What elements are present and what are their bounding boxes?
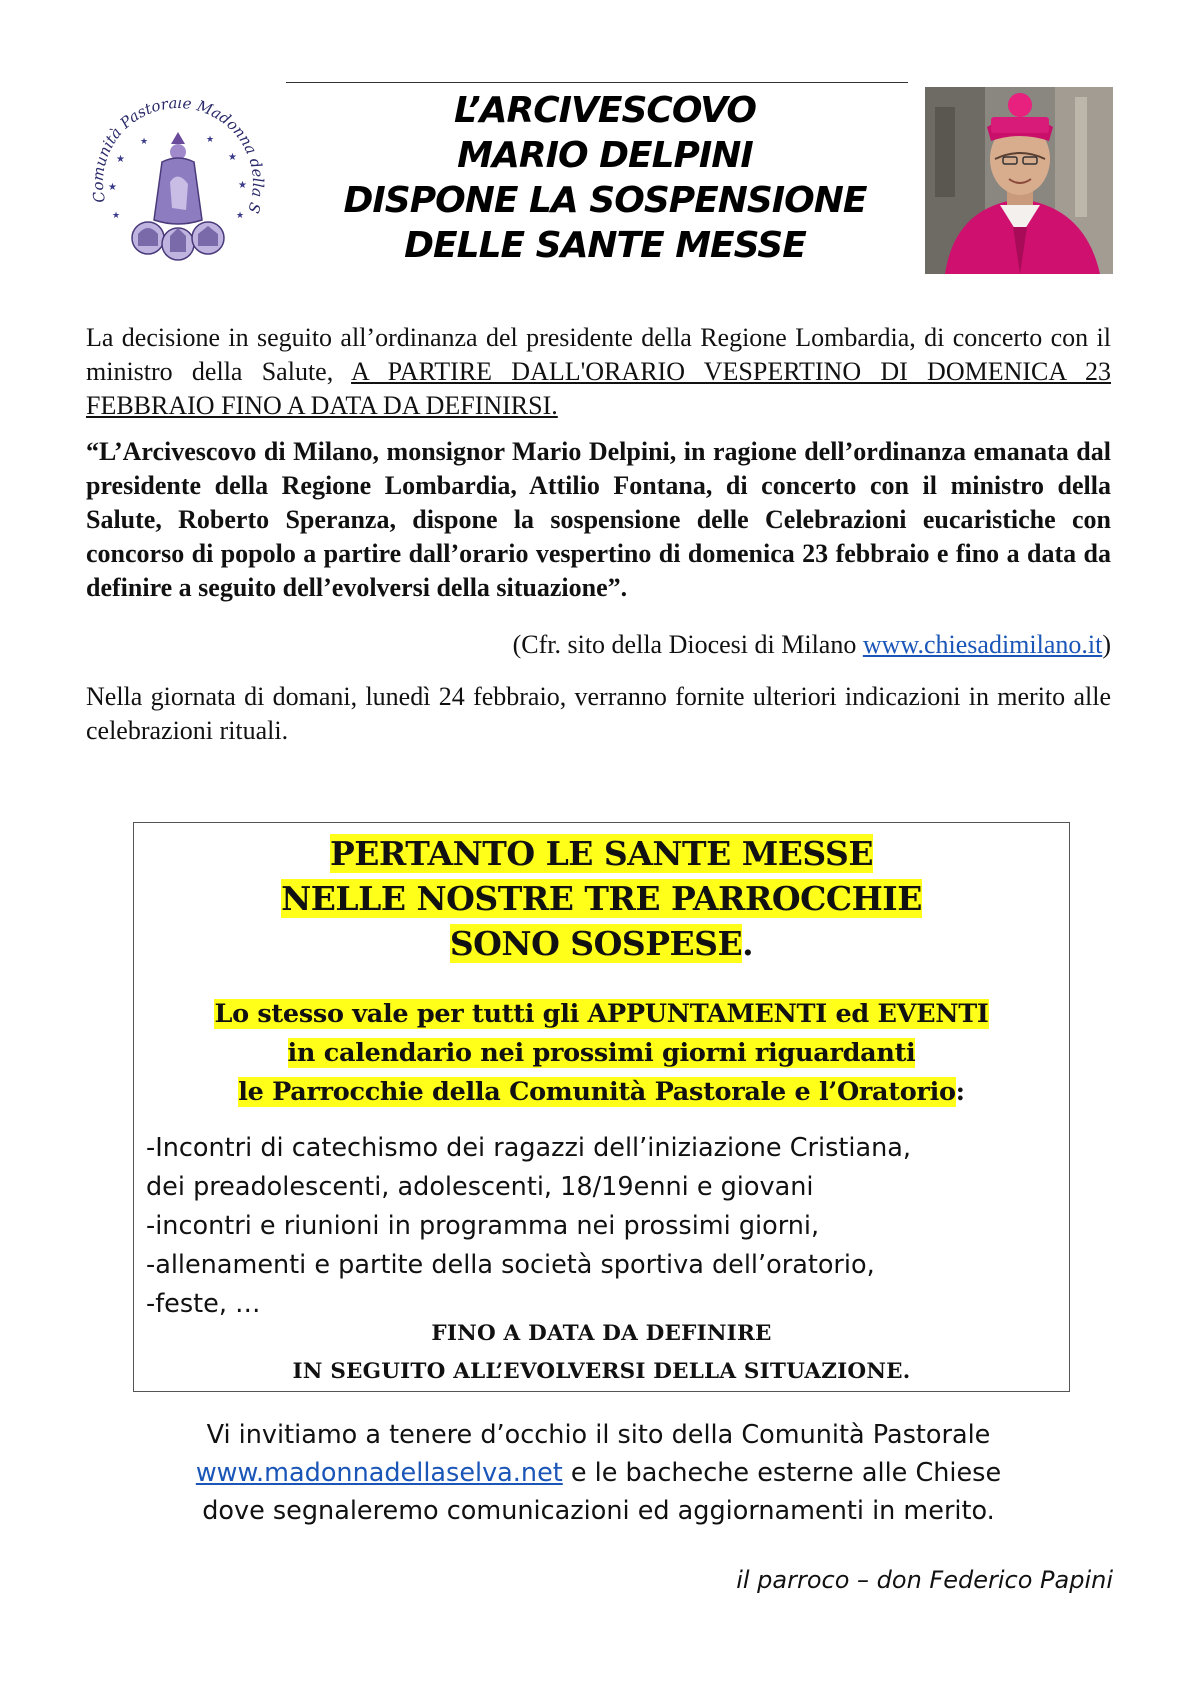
list-item: -Incontri di catechismo dei ragazzi dell’iniziazione Cristiana,	[146, 1133, 911, 1163]
headline-line: PERTANTO LE SANTE MESSE	[329, 834, 874, 873]
list-item: dei preadolescenti, adolescenti, 18/19enni e giovani	[146, 1172, 814, 1202]
title-line: MARIO DELPINI	[457, 135, 753, 176]
invite-line: dove segnaleremo comunicazioni ed aggiornamenti in merito.	[202, 1496, 995, 1526]
intro-underlined: A PARTIRE DALL'ORARIO VESPERTINO DI DOMENICA 23 FEBBRAIO FINO A DATA DA DEFINIRSI.	[86, 357, 1111, 420]
headline-end: .	[742, 924, 754, 963]
archbishop-quote: “L’Arcivescovo di Milano, monsignor Mario Delpini, in ragione dell’ordinanza emanata dal presidente della Regione Lombardia, Attilio Fontana, di concerto con il ministro della Salute, Roberto Speranza, dispone la sospensione delle Celebrazioni eucaristiche con concorso di popolo a partire dall’orario vespertino di domenica 23 febbraio e fino a data da definire a seguito dell’evolversi della situazione”.	[86, 437, 1111, 602]
tomorrow-paragraph: Nella giornata di domani, lunedì 24 febbraio, verranno fornite ulteriori indicazioni in merito alle celebrazioni rituali.	[86, 682, 1111, 745]
title-line: L’ARCIVESCOVO	[453, 90, 757, 131]
signature: il parroco – don Federico Papini	[736, 1566, 1113, 1594]
headline-line: NELLE NOSTRE TRE PARROCCHIE	[281, 879, 922, 918]
svg-text:★: ★	[236, 211, 245, 221]
page-title	[300, 88, 910, 268]
svg-text:★: ★	[116, 154, 125, 165]
subhead-line: in calendario nei prossimi giorni riguardanti	[287, 1038, 916, 1068]
invite-line: e le bacheche esterne alle Chiese	[562, 1458, 1002, 1488]
subhead-end: :	[955, 1077, 965, 1107]
invite-paragraph	[86, 1416, 1111, 1530]
subhead-line: le Parrocchie della Comunità Pastorale e l’Oratorio	[238, 1077, 956, 1107]
list-item: -allenamenti e partite della società sportiva dell’oratorio,	[146, 1250, 875, 1280]
diocese-link[interactable]: www.chiesadimilano.it	[862, 630, 1103, 659]
notice-box	[133, 822, 1070, 1392]
suspended-list	[146, 1129, 1066, 1324]
title-line: DELLE SANTE MESSE	[404, 225, 806, 266]
parish-site-link[interactable]: www.madonnadellaselva.net	[195, 1458, 563, 1488]
archbishop-photo	[925, 87, 1113, 274]
invite-line: Vi invitiamo a tenere d’occhio il sito della Comunità Pastorale	[206, 1420, 991, 1450]
title-line: DISPONE LA SOSPENSIONE	[343, 180, 867, 221]
closing-line: IN SEGUITO ALL’EVOLVERSI DELLA SITUAZIONE.	[292, 1359, 911, 1384]
source-citation	[86, 628, 1111, 662]
svg-text:Comunità Pastorale Madonna del: Comunità Pastorale Madonna della S	[88, 100, 268, 216]
svg-text:★: ★	[228, 152, 237, 163]
header-rule	[286, 82, 908, 83]
svg-text:★: ★	[238, 180, 247, 191]
list-item: -feste, …	[146, 1289, 261, 1319]
cfr-suffix: )	[1102, 630, 1111, 659]
svg-text:★: ★	[206, 135, 215, 145]
closing-note	[134, 1315, 1069, 1391]
subhead	[134, 995, 1069, 1112]
svg-text:★: ★	[108, 182, 117, 193]
parish-logo	[78, 100, 278, 275]
headline	[134, 831, 1069, 966]
list-item: -incontri e riunioni in programma nei prossimi giorni,	[146, 1211, 820, 1241]
cfr-prefix: (Cfr. sito della Diocesi di Milano	[512, 630, 863, 659]
subhead-line: Lo stesso vale per tutti gli APPUNTAMENTI ed EVENTI	[214, 999, 989, 1029]
closing-line: FINO A DATA DA DEFINIRE	[431, 1321, 772, 1346]
intro-paragraph	[86, 321, 1111, 423]
headline-line: SONO SOSPESE	[449, 924, 743, 963]
svg-text:★: ★	[140, 137, 149, 147]
svg-text:★: ★	[112, 211, 121, 221]
intro-text: La decisione in seguito all’ordinanza del presidente della Regione Lombardia, di concerto con il ministro della Salute,	[86, 323, 1111, 386]
